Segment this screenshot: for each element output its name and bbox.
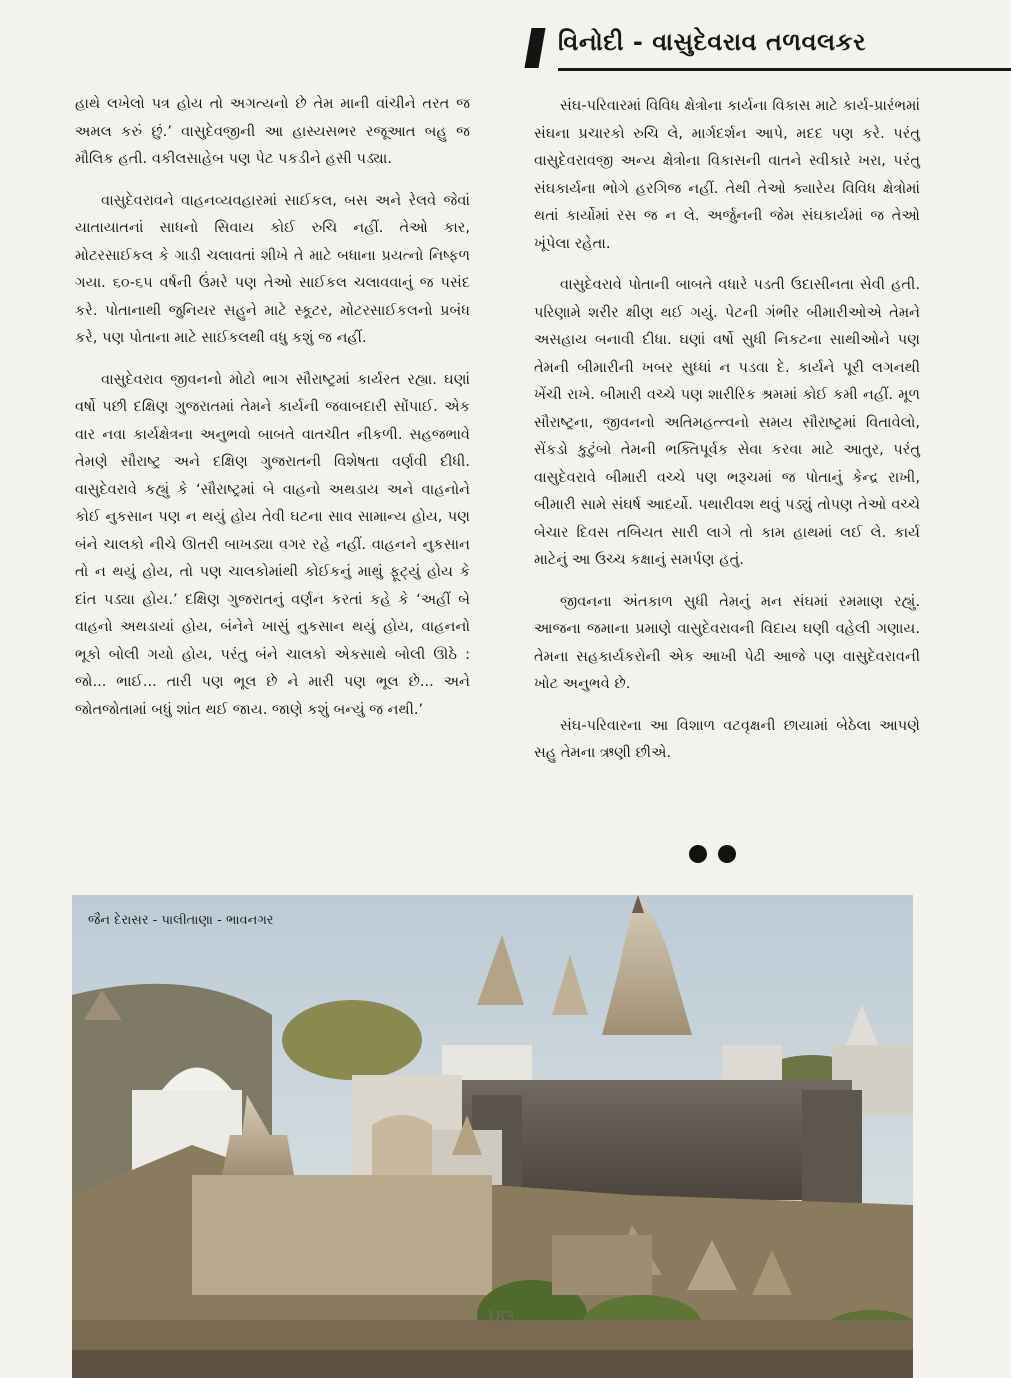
end-dot (718, 845, 736, 863)
paragraph: હાથે લખેલો પત્ર હોય તો અગત્યનો છે તેમ માની વાંચીને તરત જ અમલ કરું છું.’ વાસુદેવજીની આ હાસ્યસભર રજૂઆત બહુ જ મૌલિક હતી. વકીલસાહેબ પણ પેટ પકડીને હસી પડ્યા. (75, 95, 470, 167)
temple-illustration (72, 895, 913, 1378)
page-number: 183 (486, 1308, 515, 1326)
article-header (522, 22, 1011, 72)
paragraph: સંઘ-પરિવારના આ વિશાળ વટવૃક્ષની છાયામાં બેઠેલા આપણે સહુ તેમના ઋણી છીએ. (534, 716, 920, 761)
end-of-article-mark (689, 845, 747, 867)
right-text-column (534, 92, 920, 781)
paragraph: જીવનના અંતકાળ સુધી તેમનું મન સંઘમાં રમમાણ રહ્યું. આજના જમાના પ્રમાણે વાસુદેવરાવની વિદાય ઘણી વહેલી ગણાય. તેમના સહકાર્યકરોની એક આખી પેઢી આજે પણ વાસુદેવરાવની ખોટ અનુભવે છે. (534, 592, 920, 692)
end-dot (689, 845, 707, 863)
paragraph: વાસુદેવરાવે પોતાની બાબતે વધારે પડતી ઉદાસીનતા સેવી હતી. પરિણામે શરીર ક્ષીણ થઈ ગયું. પેટની ગંભીર બીમારીઓએ તેમને અસહાય બનાવી દીધા. ઘણાં વર્ષો સુધી નિકટના સાથીઓને પણ તેમની બીમારીની ખબર સુધ્ધાં ન પડવા દે. કાર્યને પૂરી લગનથી ખેંચી રાખે. બીમારી વચ્ચે પણ શારીરિક શ્રમમાં કોઈ કમી નહીં. મૂળ સૌરાષ્ટ્રના, જીવનનો અતિમહત્ત્વનો સમય સૌરાષ્ટ્રમાં વિતાવેલો, સેંકડો કુટુંબો તેમની ભક્તિપૂર્વક સેવા કરવા માટે આતુર, પરંતુ વાસુદેવરાવે બીમારી વચ્ચે પણ ભરૂચમાં જ પોતાનું કેન્દ્ર રાખી, બીમારી સામે સંઘર્ષ આદર્યો. પથારીવશ થવું પડ્યું તોપણ તેઓ વચ્ચે બેચાર દિવસ તબિયત સારી લાગે તો કામ હાથમાં લઈ લે. કાર્ય માટેનું આ ઉચ્ચ કક્ષાનું સમર્પણ હતું. (534, 276, 920, 568)
paragraph: વાસુદેવરાવને વાહનવ્યવહારમાં સાઈકલ, બસ અને રેલવે જેવાં યાતાયાતનાં સાધનો સિવાય કોઈ રુચિ નહીં. તેઓ કાર, મોટરસાઈકલ કે ગાડી ચલાવતાં શીખે તે માટે બધાના પ્રયત્નો નિષ્ફળ ગયા. ૬૦-૬૫ વર્ષની ઉંમરે પણ તેઓ સાઈકલ ચલાવવાનું જ પસંદ કરે. પોતાનાથી જુનિયર સહુને માટે સ્કૂટર, મોટરસાઈકલનો પ્રબંધ કરે, પણ પોતાના માટે સાઈકલથી વધુ કશું જ નહીં. (75, 191, 470, 346)
header-underline (558, 68, 1011, 71)
paragraph: વાસુદેવરાવ જીવનનો મોટો ભાગ સૌરાષ્ટ્રમાં કાર્યરત રહ્યા. ઘણાં વર્ષો પછી દક્ષિણ ગુજરાતમાં તેમને કાર્યની જવાબદારી સોંપાઈ. એક વાર નવા કાર્યક્ષેત્રના અનુભવો બાબતે વાતચીત નીકળી. સહજભાવે તેમણે સૌરાષ્ટ્ર અને દક્ષિણ ગુજરાતની વિશેષતા વર્ણવી દીધી. વાસુદેવરાવે કહ્યું કે ‘સૌરાષ્ટ્રમાં બે વાહનો અથડાય અને વાહનોને કોઈ નુકસાન પણ ન થયું હોય તેવી ઘટના સાવ સામાન્ય હોય, પણ બંને ચાલકો નીચે ઊતરી બાખડ્યા વગર રહે નહીં. વાહનને નુકસાન તો ન થયું હોય, તો પણ ચાલકોમાંથી કોઈકનું માથું ફૂટ્યું હોય કે દાંત પડ્યા હોય.’ દક્ષિણ ગુજરાતનું વર્ણન કરતાં કહે કે ‘અહીં બે વાહનો અથડાયાં હોય, બંનેને ખાસું નુકસાન થયું હોય, વાહનનો ભૂકો બોલી ગયો હોય, પરંતુ બંને ચાલકો એકસાથે બોલી ઊઠે : જો... ભાઈ... તારી પણ ભૂલ છે ને મારી પણ ભૂલ છે... અને જોતજોતામાં બધું શાંત થઈ જાય. જાણે કશું બન્યું જ નથી.’ (75, 370, 470, 718)
header-accent-bar (524, 28, 545, 68)
left-text-column (75, 90, 470, 737)
temple-photo (72, 895, 913, 1378)
paragraph: સંઘ-પરિવારમાં વિવિધ ક્ષેત્રોના કાર્યના વિકાસ માટે કાર્ય-પ્રારંભમાં સંઘના પ્રચારકો રુચિ લે, માર્ગદર્શન આપે, મદદ પણ કરે. પરંતુ વાસુદેવરાવજી અન્ય ક્ષેત્રોના વિકાસની વાતને સ્વીકારે ખરા, પરંતુ સંઘકાર્યના ભોગે હરગિજ નહીં. તેથી તેઓ ક્યારેય વિવિધ ક્ષેત્રોમાં થતાં કાર્યોમાં રસ જ ન લે. અર્જુનની જેમ સંઘકાર્યમાં જ તેઓ ખૂંપેલા રહેતા. (534, 97, 920, 252)
article-title: વિનોદી - વાસુદેવરાવ તળવલકર (558, 28, 867, 56)
photo-caption: જૈન દેરાસર - પાલીતાણા - ભાવનગર (88, 913, 274, 928)
